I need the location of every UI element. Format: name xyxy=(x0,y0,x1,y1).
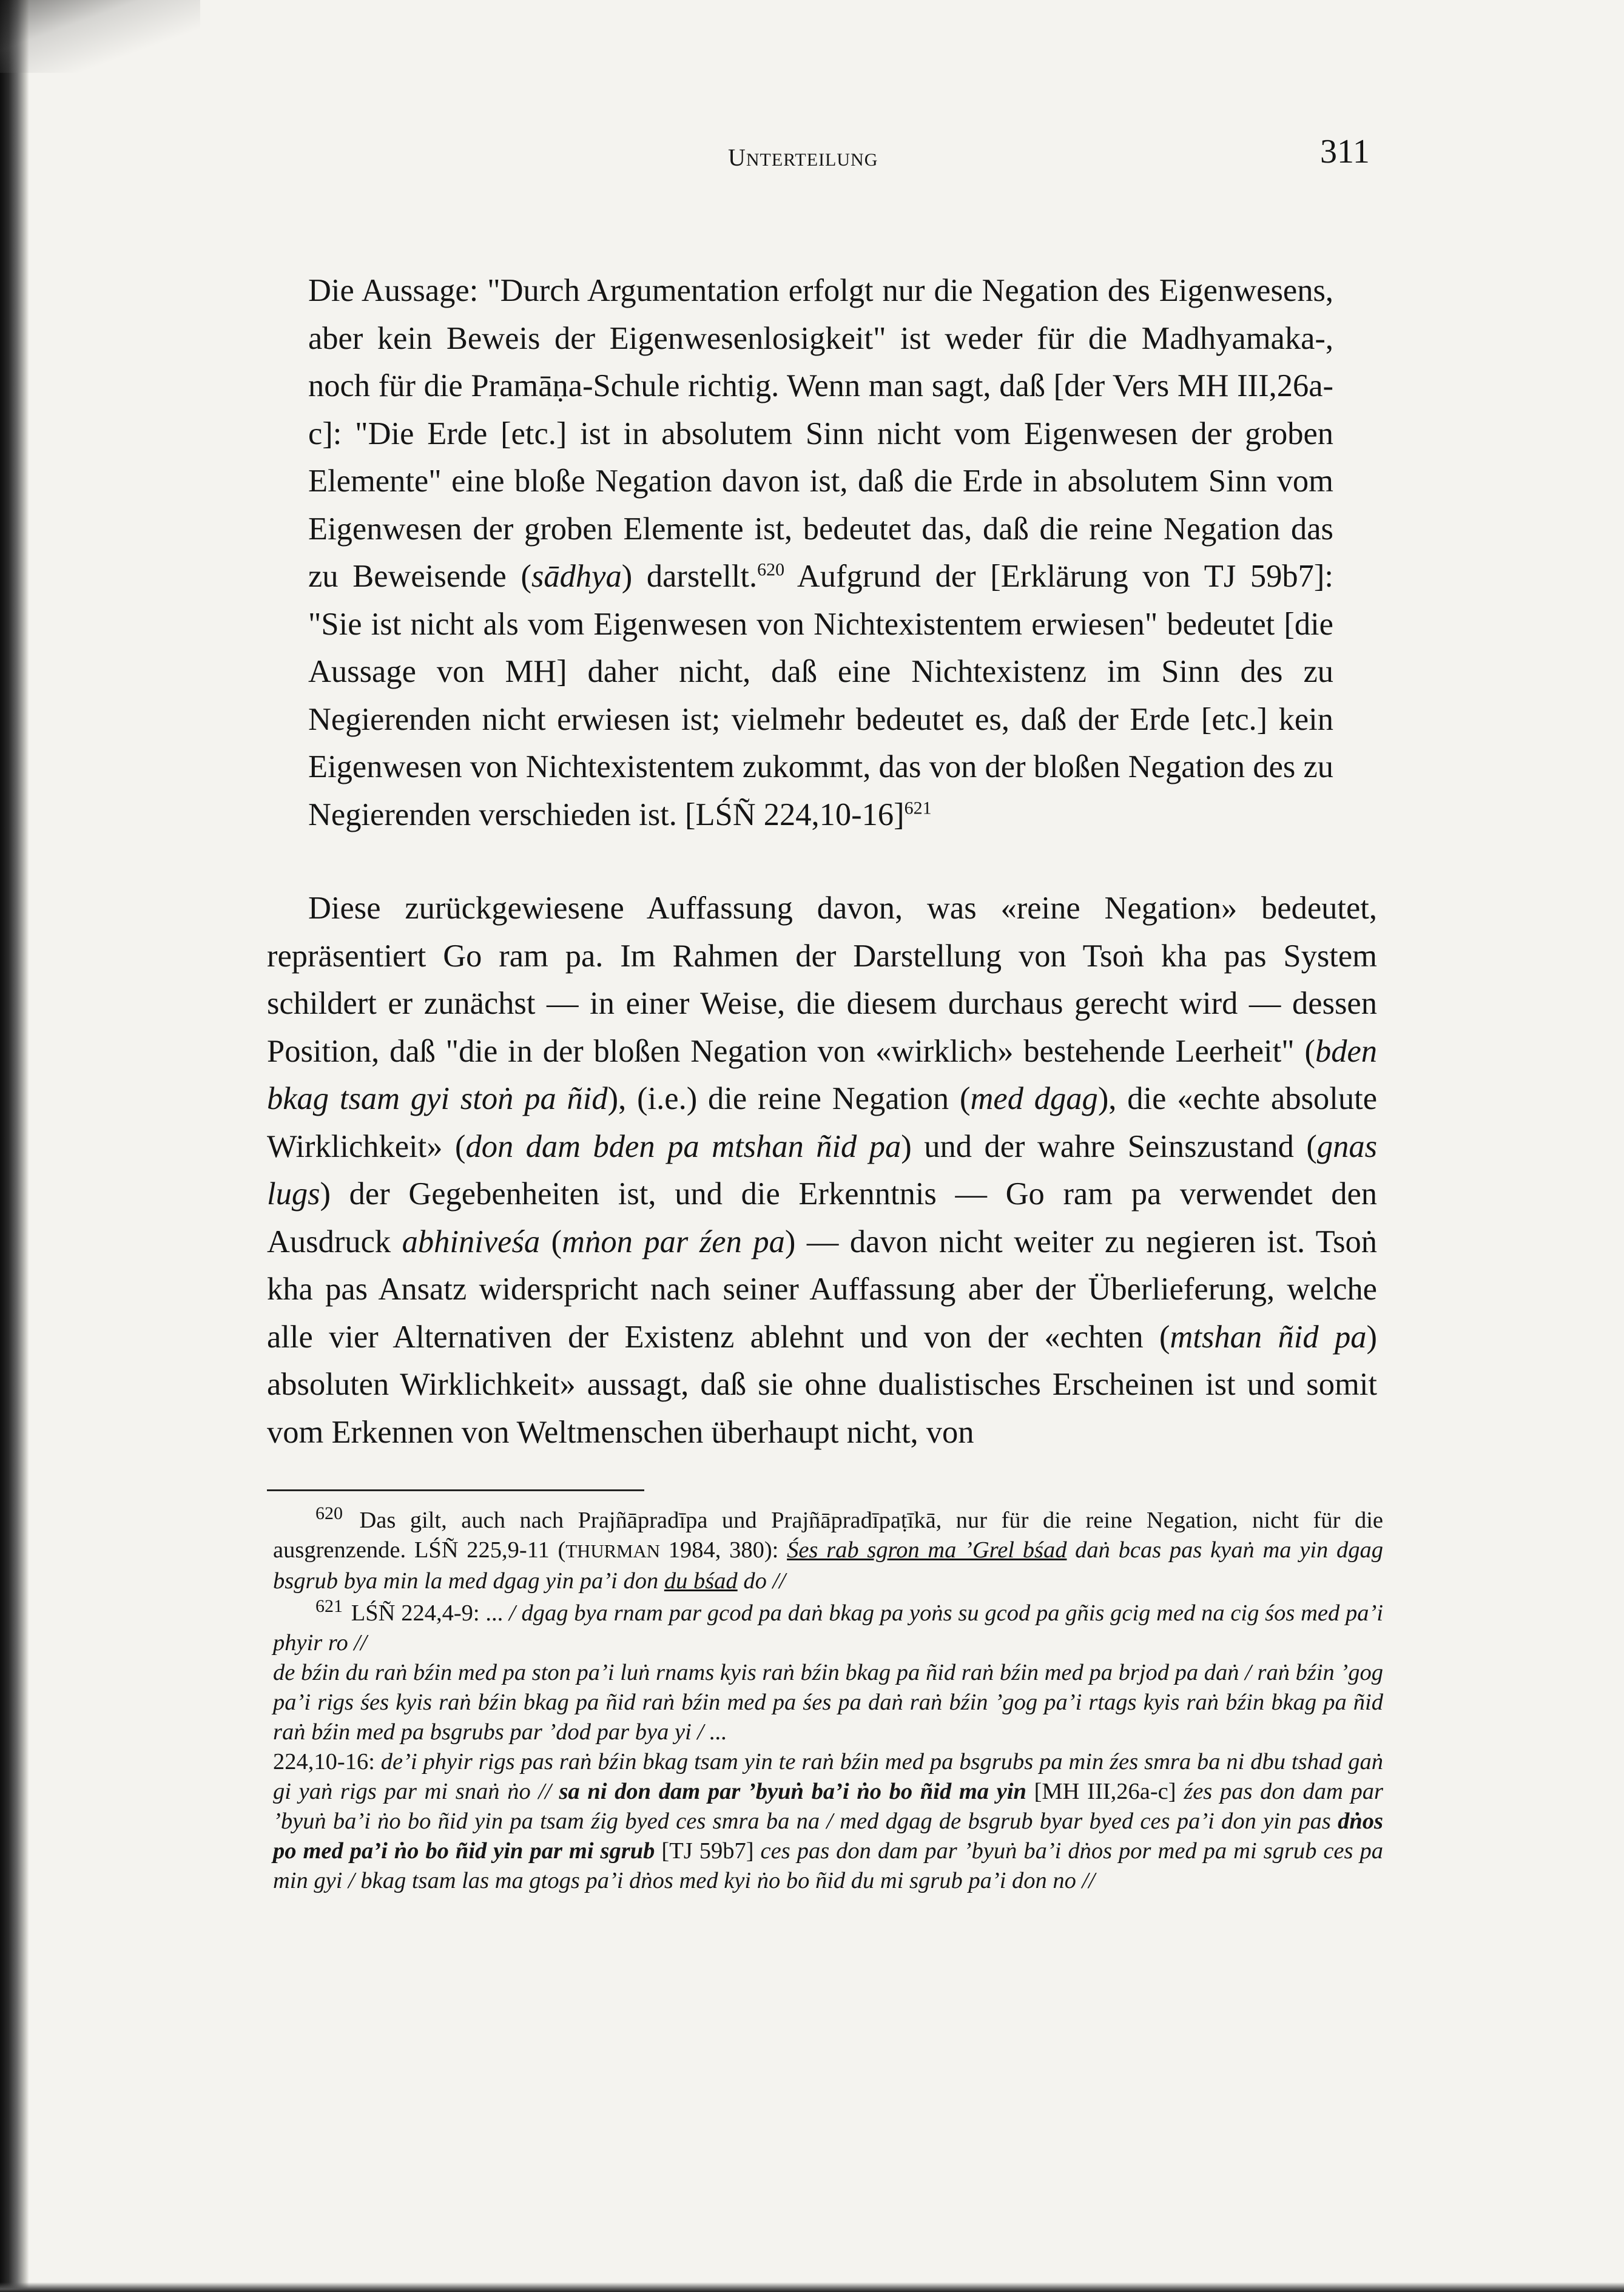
footnote-text: 1984, 380): xyxy=(660,1537,787,1563)
footnote-number: 621 xyxy=(315,1596,343,1617)
footnote-tibetan: ces pas don dam par ’byuṅ ba’i dṅos por med pa mi sgrub ces pa min gyi / bkag tsam las ma gtogs pa’i dṅos med kyi ṅo bo ñid du mi sgrub pa’i don no // xyxy=(273,1838,1383,1893)
footnote-number: 620 xyxy=(315,1503,343,1524)
footnote-bold-tibetan: dṅos po med pa’i ṅo bo ñid yin par mi sgrub xyxy=(273,1808,1383,1864)
footnote-tibetan: źes pas don dam par ’byuṅ ba’i ṅo bo ñid yin pa tsam źig byed ces smra ba na / med dgag de bsgrub byar byed ces pa’i don yin pas xyxy=(273,1779,1383,1834)
footnote-ref-620[interactable]: 620 xyxy=(757,559,785,580)
footnote-ref: [MH III,26a-c] xyxy=(1026,1779,1184,1804)
footnote-continuation xyxy=(273,1747,1383,1896)
quote-text: Aufgrund der [Erklärung von TJ 59b7]: "Sie ist nicht als vom Eigenwesen von Nichtexistentem erwiesen" bedeutet [die Aussage von MH] daher nicht, daß eine Nichtexistenz im Sinn des zu Negierenden nicht erwiesen ist; vielmehr bedeutet es, daß der Erde [etc.] kein Eigenwesen von Nichtexistentem zukommt, das von der bloßen Negation des zu Negierenden verschieden ist. [LŚÑ 224,10-16] xyxy=(308,559,1333,832)
scan-bottom-edge xyxy=(0,2282,1624,2292)
footnote-title: Śes rab sgron ma ’Grel bśad xyxy=(787,1537,1067,1563)
footnote-tibetan: de’i phyir rigs pas raṅ bźin bkag tsam yin te raṅ bźin med pa bsgrubs pa min źes smra ba ni dbu tshad gaṅ gi yaṅ rigs par mi snaṅ ṅo // xyxy=(273,1749,1383,1804)
header-title-rest: NTERTEILUNG xyxy=(746,150,878,170)
running-header xyxy=(728,143,878,172)
quote-text: Die Aussage: "Durch Argumentation erfolgt nur die Negation des Eigenwesens, aber kein Beweis der Eigenwesenlosigkeit" ist weder für die Madhyamaka-, noch für die Pramāṇa-Schule richtig. Wenn man sagt, daß [der Vers MH III,26a-c]: "Die Erde [etc.] ist in absolutem Sinn nicht vom Eigenwesen der groben Elemente" eine bloße Negation davon ist, daß die Erde in absolutem Sinn vom Eigenwesen der groben Elemente ist, bedeutet das, daß die reine Negation das zu Beweisende ( xyxy=(308,273,1333,594)
tibetan-term: med dgag xyxy=(970,1081,1098,1116)
body-text: ), (i.e.) die reine Negation ( xyxy=(607,1081,971,1116)
tibetan-term: gnas lugs xyxy=(267,1128,1378,1212)
footnotes xyxy=(273,1503,1384,1898)
footnote-underlined: du bśad xyxy=(664,1568,738,1594)
footnote-continuation xyxy=(273,1658,1383,1747)
body-text: ) — davon nicht weiter zu negieren ist. Tsoṅ kha pas Ansatz widerspricht nach seiner Auffassung aber der Überlieferung, welche alle vier Alternativen der Existenz ablehnt und von der «echten ( xyxy=(267,1224,1378,1355)
footnote-tibetan: do // xyxy=(737,1568,786,1594)
page-number: 311 xyxy=(1320,133,1370,170)
tibetan-term: mtshan ñid pa xyxy=(1170,1319,1367,1355)
header-title-initial: U xyxy=(728,144,746,171)
quote-term: sādhya xyxy=(531,559,622,594)
scan-edge xyxy=(0,0,29,2292)
quote-text: ) darstellt. xyxy=(621,559,758,594)
footnote-ref: [TJ 59b7] xyxy=(655,1838,761,1864)
sanskrit-term: abhiniveśa xyxy=(402,1224,541,1259)
footnote-ref: 224,10-16: xyxy=(273,1749,381,1775)
footnote-tibetan: daṅ bcas pas kyaṅ ma yin dgag bsgrub bya min la med dgag yin pa’i don xyxy=(273,1537,1383,1594)
footnote-text: Das gilt, auch nach Prajñāpradīpa und Prajñāpradīpaṭīkā, nur für die reine Negation, nicht für die ausgrenzende. LŚÑ 225,9-11 ( xyxy=(273,1508,1383,1563)
footnote-tibetan: de bźin du raṅ bźin med pa ston pa’i luṅ rnams kyis raṅ bźin bkag pa ñid raṅ bźin med pa brjod pa daṅ / raṅ bźin ’gog pa’i rigs śes kyis raṅ bźin bkag pa ñid raṅ bźin med pa śes pa daṅ raṅ bźin ’gog pa’i rtags kyis raṅ bźin bkag pa ñid raṅ bźin med pa bsgrubs par ’dod par bya yi / ... xyxy=(273,1660,1383,1745)
tibetan-term: bden bkag tsam gyi stoṅ pa ñid xyxy=(267,1033,1377,1116)
body-text: ( xyxy=(540,1224,562,1259)
body-text: Diese zurückgewiesene Auffassung davon, was «reine Negation» bedeutet, repräsentiert Go ram pa. Im Rahmen der Darstellung von Tsoṅ kha pas System schildert er zunächst — in einer Weise, die diesem durchaus gerecht wird — dessen Position, daß "die in der bloßen Negation von «wirklich» bestehende Leerheit" ( xyxy=(267,891,1377,1069)
footnote-620 xyxy=(273,1503,1383,1596)
body-text: ) der Gegebenheiten ist, und die Erkenntnis — Go ram pa verwendet den Ausdruck xyxy=(267,1176,1377,1259)
block-quote xyxy=(308,267,1333,838)
footnote-author: THURMAN xyxy=(565,1541,661,1562)
footnote-separator xyxy=(267,1489,644,1491)
body-text: ) absoluten Wirklichkeit» aussagt, daß sie ohne dualistisches Erscheinen ist und somit vom Erkennen von Weltmenschen überhaupt nicht, von xyxy=(267,1319,1377,1450)
footnote-tibetan: / dgag bya rnam par gcod pa daṅ bkag pa yoṅs su gcod pa gñis gcig med na cig śos med pa’i phyir ro // xyxy=(273,1600,1384,1656)
body-text: ) und der wahre Seinszustand ( xyxy=(901,1128,1317,1164)
footnote-ref-621[interactable]: 621 xyxy=(904,798,932,818)
tibetan-term: don dam bden pa mtshan ñid pa xyxy=(465,1128,901,1164)
footnote-text: LŚÑ 224,4-9: ... xyxy=(345,1600,510,1626)
footnote-621 xyxy=(273,1596,1384,1896)
tibetan-term: mṅon par źen pa xyxy=(562,1224,785,1259)
footnote-bold-tibetan: sa ni don dam par ’byuṅ ba’i ṅo bo ñid ma yin xyxy=(559,1779,1026,1804)
scan-shadow xyxy=(0,0,200,73)
body-paragraph xyxy=(267,885,1377,1456)
body-text: ), die «echte absolute Wirklichkeit» ( xyxy=(267,1081,1378,1164)
